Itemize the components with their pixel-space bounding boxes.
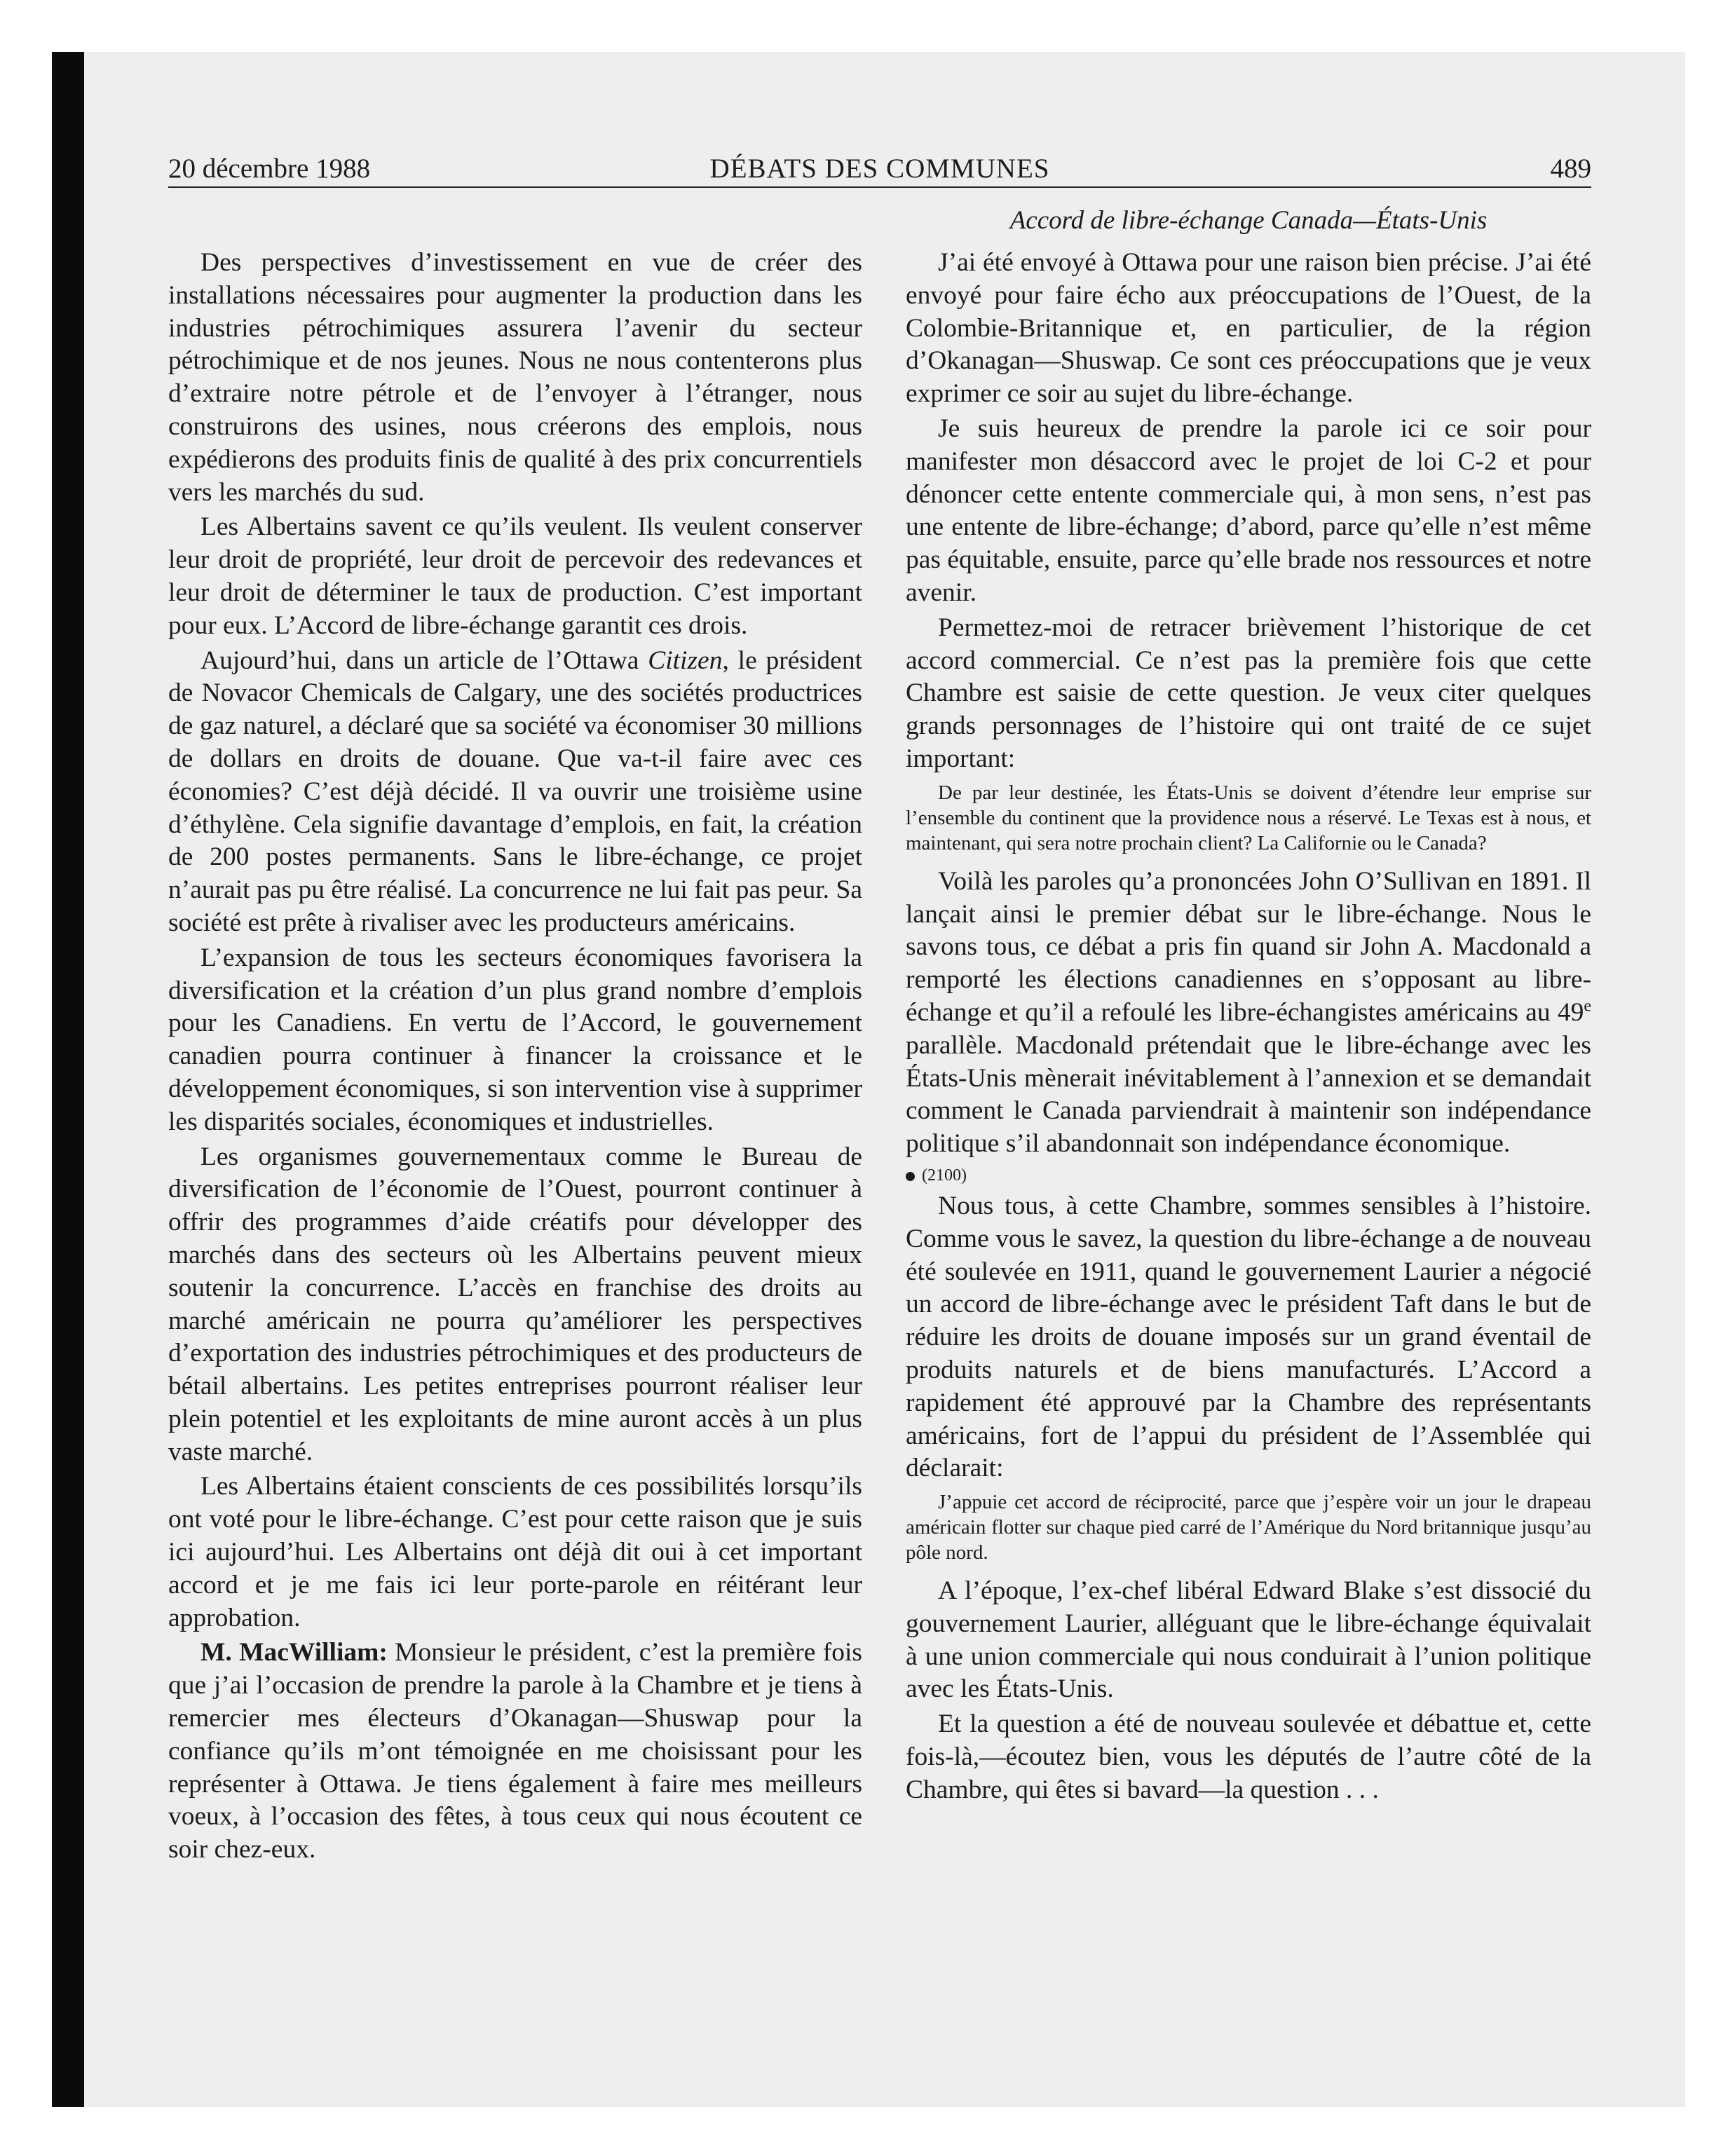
header-publication: DÉBATS DES COMMUNES bbox=[709, 153, 1050, 184]
paragraph bbox=[906, 866, 1591, 1161]
paragraph: Les organismes gouvernementaux comme le Bureau de diversification de l’économie de l’Ouest, pourront continuer à offrir des programmes d’aide créatifs pour développer des marchés dans des secteurs où les Albertains peuvent mieux soutenir la concurrence. L’accès en franchise des droits au marché américain ne pourra qu’améliorer les perspectives d’exportation des industries pétrochimiques et des producteurs de bétail albertains. Les petites entreprises pourront réaliser leur plein potentiel et les exploitants de mine auront accès à un plus vaste marché. bbox=[168, 1142, 862, 1466]
paragraph bbox=[168, 1637, 862, 1867]
section-subheader: Accord de libre-échange Canada—États-Unis bbox=[1009, 206, 1488, 235]
block-quote: J’appuie cet accord de réciprocité, parce que j’espère voir un jour le drapeau américain flotter sur chaque pied carré de l’Amérique du Nord britannique jusqu’au pôle nord. bbox=[906, 1491, 1591, 1564]
speaker-name: M. MacWilliam: bbox=[200, 1638, 388, 1667]
paragraph-text: Aujourd’hui, dans un article de l’Ottawa bbox=[200, 646, 648, 675]
left-column bbox=[168, 247, 862, 1869]
newspaper-name: Citizen bbox=[648, 646, 723, 675]
paragraph: Les Albertains étaient conscients de ces possibilités lorsqu’ils ont voté pour le libre-échange. C’est pour cette raison que je suis ici aujourd’hui. Les Albertains ont déjà dit oui à cet important accord et je me fais ici leur porte-parole en réitérant leur approbation. bbox=[168, 1472, 862, 1632]
superscript: e bbox=[1584, 997, 1591, 1016]
header-page-number: 489 bbox=[1550, 153, 1591, 184]
binding-edge bbox=[52, 52, 84, 2107]
paragraph: Les Albertains savent ce qu’ils veulent. Ils veulent conserver leur droit de propriété, leur droit de percevoir des redevances et leur droit de déterminer le taux de production. C’est important pour eux. L’Accord de libre-échange garantit ces drois. bbox=[168, 512, 862, 640]
bullet-dot-icon bbox=[906, 1172, 915, 1181]
paragraph-text: Monsieur le président, c’est la première fois que j’ai l’occasion de prendre la parole à la Chambre et je tiens à remercier mes électeurs d’Okanagan—Shuswap pour la confiance qu’ils m’ont témoignée en me choisissant pour les représenter à Ottawa. Je tiens également à faire mes meilleurs voeux, à l’occasion des fêtes, à tous ceux qui nous écoutent ce soir chez-eux. bbox=[168, 1638, 862, 1864]
paragraph-text: , le président de Novacor Chemicals de Calgary, une des sociétés productrices de gaz naturel, a déclaré que sa société va économiser 30 millions de dollars en droits de douane. Que va-t-il faire avec ces économies? C’est déjà décidé. Il va ouvrir une troisième usine d’éthylène. Cela signifie davantage d’emplois, en fait, la création de 200 postes permanents. Sans le libre-échange, ce projet n’aurait pas pu être réalisé. La concurrence ne lui fait pas peur. Sa société est prête à rivaliser avec les producteurs américains. bbox=[168, 646, 862, 937]
paragraph: Des perspectives d’investissement en vue de créer des installations nécessaires pour augmenter la production dans les industries pétrochimiques assurera l’avenir du secteur pétrochimique et de nos jeunes. Nous ne nous contenterons plus d’extraire notre pétrole et de l’envoyer à l’étranger, nous construirons des usines, nous créerons des emplois, nous expédierons des produits finis de qualité à des prix concurrentiels vers les marchés du sud. bbox=[168, 248, 862, 507]
paragraph: A l’époque, l’ex-chef libéral Edward Blake s’est dissocié du gouvernement Laurier, alléguant que le libre-échange équivalait à une union commerciale qui nous conduirait à l’union politique avec les États-Unis. bbox=[906, 1576, 1591, 1704]
page-header bbox=[168, 151, 1591, 188]
time-marker bbox=[906, 1163, 1591, 1188]
paragraph: L’expansion de tous les secteurs économiques favorisera la diversification et la création d’un plus grand nombre d’emplois pour les Canadiens. En vertu de l’Accord, le gouvernement canadien pourra continuer à financer la croissance et le développement économiques, si son intervention vise à supprimer les disparités sociales, économiques et industrielles. bbox=[168, 943, 862, 1136]
paragraph: Nous tous, à cette Chambre, sommes sensibles à l’histoire. Comme vous le savez, la question du libre-échange a de nouveau été soulevée en 1911, quand le gouvernement Laurier a négocié un accord de libre-échange avec le président Taft dans le but de réduire les droits de douane imposés sur un grand éventail de produits naturels et de biens manufacturés. L’Accord a rapidement été approuvé par la Chambre des représentants américains, fort de l’appui du président de l’Assemblée qui déclarait: bbox=[906, 1191, 1591, 1483]
header-date: 20 décembre 1988 bbox=[168, 153, 371, 184]
time-marker-text: (2100) bbox=[922, 1166, 967, 1185]
paragraph: Je suis heureux de prendre la parole ici ce soir pour manifester mon désaccord avec le projet de loi C-2 et pour dénoncer cette entente commerciale qui, à mon sens, n’est pas une entente de libre-échange; d’abord, parce qu’elle n’est même pas équitable, ensuite, parce qu’elle brade nos ressources et notre avenir. bbox=[906, 414, 1591, 607]
block-quote: De par leur destinée, les États-Unis se doivent d’étendre leur emprise sur l’ensemble du continent que la providence nous a réservé. Le Texas est à nous, et maintenant, qui sera notre prochain client? La Californie ou le Canada? bbox=[906, 781, 1591, 854]
paragraph-text: parallèle. Macdonald prétendait que le libre-échange avec les États-Unis mènerait inévitablement à l’annexion et se demandait comment le Canada parviendrait à maintenir son indépendance politique s’il abandonnait son indépendance économique. bbox=[906, 1030, 1591, 1159]
paragraph: Et la question a été de nouveau soulevée et débattue et, cette fois-là,—écoutez bien, vous les députés de l’autre côté de la Chambre, qui êtes si bavard—la question . . . bbox=[906, 1710, 1591, 1804]
paragraph bbox=[168, 645, 862, 940]
paragraph: Permettez-moi de retracer brièvement l’historique de cet accord commercial. Ce n’est pas la première fois que cette Chambre est saisie de cette question. Je veux citer quelques grands personnages de l’histoire qui ont traité de ce sujet important: bbox=[906, 613, 1591, 773]
paragraph: J’ai été envoyé à Ottawa pour une raison bien précise. J’ai été envoyé pour faire écho aux préoccupations de l’Ouest, de la Colombie-Britannique et, en particulier, de la région d’Okanagan—Shuswap. Ce sont ces préoccupations que je veux exprimer ce soir au sujet du libre-échange. bbox=[906, 248, 1591, 409]
paragraph-text: Voilà les paroles qu’a prononcées John O’Sullivan en 1891. Il lançait ainsi le premier débat sur le libre-échange. Nous le savons tous, ce débat a pris fin quand sir John A. Macdonald a remporté les élections canadiennes en s’opposant au libre-échange et qu’il a refoulé les libre-échangistes américains au 49 bbox=[906, 866, 1591, 1027]
right-column bbox=[906, 247, 1591, 1809]
